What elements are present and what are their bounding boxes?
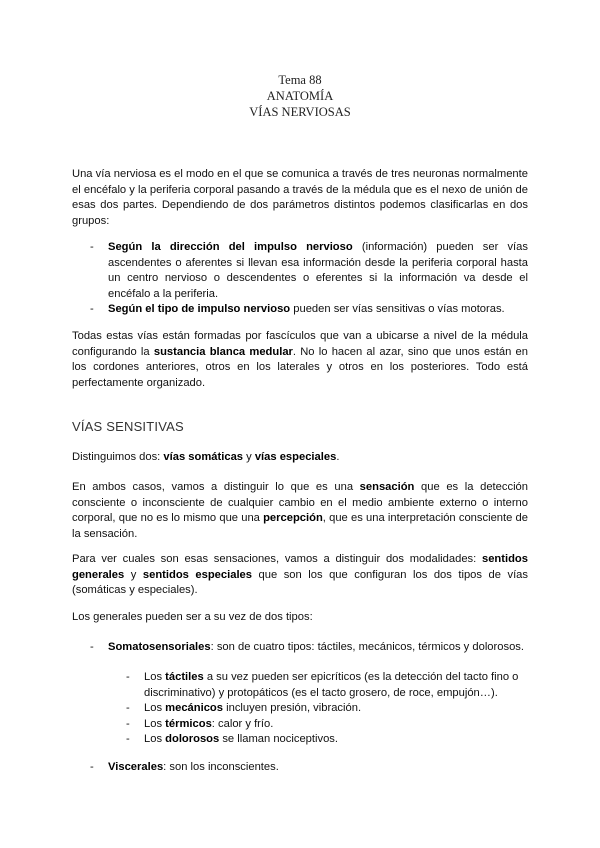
bullet-dash: - <box>126 733 130 745</box>
sensacion-text-1: En ambos casos, vamos a distinguir lo que es una <box>72 481 360 493</box>
bullet-dash: - <box>90 641 94 653</box>
distinguimos-bold-1: vías somáticas <box>163 451 244 463</box>
distinguimos-text-3: . <box>336 451 340 463</box>
distinguimos-text-2: y <box>243 451 255 463</box>
list-item <box>72 302 528 318</box>
somato-text: : son de cuatro tipos: táctiles, mecánicos, térmicos y dolorosos. <box>210 641 524 653</box>
viscerales-list <box>72 760 528 776</box>
criteria-bold: Según el tipo de impulso nervioso <box>108 303 291 315</box>
subitem-bold: mecánicos <box>165 702 223 714</box>
subitem-bold: dolorosos <box>165 733 220 745</box>
document-header <box>0 72 600 120</box>
list-item: - Los térmicos: calor y frío. <box>126 717 528 733</box>
list-item <box>72 240 528 302</box>
list-item <box>72 640 528 656</box>
list-item: - Los táctiles a su vez pueden ser epicríticos (es la detección del tacto fino o discriminativo) y protopáticos (es el tacto grosero, de roce, empujón…). <box>126 671 519 699</box>
modalidades-text-1: Para ver cuales son esas sensaciones, vamos a distinguir dos modalidades: <box>72 553 482 565</box>
sensacion-paragraph <box>72 480 528 542</box>
topic-number: Tema 88 <box>278 73 322 87</box>
section-heading: VÍAS SENSITIVAS <box>72 419 184 434</box>
somato-sublist <box>126 670 528 748</box>
modalidades-bold-1: sentidos generales <box>72 553 528 581</box>
bullet-dash: - <box>126 671 130 683</box>
modalidades-paragraph <box>72 552 528 599</box>
criteria-bold: Según la dirección del impulso nervioso <box>108 241 353 253</box>
subitem-bold: térmicos <box>165 717 212 730</box>
bullet-dash: - <box>90 761 94 773</box>
intro-text: Una vía nerviosa es el modo en el que se comunica a través de tres neuronas normalmente el encéfalo y la periferia corporal pasando a través de la médula que es el nexo de unión de esas dos partes. Dependiendo de dos parámetros distintos podemos clasificarlas en dos grupos: <box>72 168 528 227</box>
topic-title: VÍAS NERVIOSAS <box>249 105 351 119</box>
modalidades-bold-2: sentidos especiales <box>142 568 252 581</box>
criteria-list <box>72 240 528 318</box>
list-item <box>72 760 528 776</box>
generales-paragraph <box>72 610 528 626</box>
fasciculos-bold: sustancia blanca medular <box>153 345 293 358</box>
intro-paragraph <box>72 167 528 229</box>
fasciculos-text-2: . No lo hacen al azar, sino que unos están en los cordones anteriores, otros en los laterales y otros en los posteriores. Todo está perfectamente organizado. <box>72 345 528 389</box>
distinguimos-text-1: Distinguimos dos: <box>72 451 164 463</box>
sensacion-bold-2: percepción <box>263 512 323 524</box>
bullet-dash: - <box>126 702 130 714</box>
subitem-bold: táctiles <box>165 671 204 683</box>
list-item: - Los dolorosos se llaman nociceptivos. <box>126 732 528 748</box>
modalidades-text-3: que son los que configuran los dos tipos de vías (somáticas y especiales). <box>72 568 528 596</box>
sensacion-text-2: que es la detección consciente o inconsciente de cualquier cambio en el medio ambiente externo o interno corporal, que no es lo mismo que una <box>72 481 528 524</box>
subitem-text: : calor y frío. <box>211 717 274 730</box>
subject-title: ANATOMÍA <box>266 89 334 103</box>
list-item: - Los mecánicos incluyen presión, vibración. <box>126 701 528 717</box>
criteria-text: (información) pueden ser vías ascendentes o aferentes si llevan esa información desde la periferia corporal hasta un centro nervioso o descendentes o eferentes si la información va desde el encéfalo a la periferia. <box>108 241 528 300</box>
bullet-dash: - <box>126 717 130 730</box>
bullet-dash: - <box>90 303 94 315</box>
distinguimos-bold-2: vías especiales <box>254 451 337 463</box>
viscerales-text: : son los inconscientes. <box>163 761 279 773</box>
distinguimos-paragraph <box>72 450 528 466</box>
somato-list <box>72 640 528 656</box>
bullet-dash: - <box>90 241 94 253</box>
subitem-text: incluyen presión, vibración. <box>223 702 362 714</box>
generales-text: Los generales pueden ser a su vez de dos tipos: <box>72 611 313 623</box>
sensacion-text-3: , que es una interpretación consciente de la sensación. <box>72 512 528 540</box>
viscerales-bold: Viscerales <box>108 761 164 773</box>
fasciculos-text-1: Todas estas vías están formadas por fascículos que van a ubicarse a nivel de la médula configurando la <box>72 330 528 358</box>
sensacion-bold-1: sensación <box>359 481 415 493</box>
fasciculos-paragraph <box>72 329 528 391</box>
somato-bold: Somatosensoriales <box>108 641 211 653</box>
modalidades-text-2: y <box>124 568 143 581</box>
criteria-text: pueden ser vías sensitivas o vías motoras. <box>290 303 505 315</box>
subitem-text: a su vez pueden ser epicríticos (es la detección del tacto fino o discriminativo) y protopáticos (es el tacto grosero, de roce, empujón…). <box>144 671 519 699</box>
subitem-text: se llaman nociceptivos. <box>219 733 339 745</box>
